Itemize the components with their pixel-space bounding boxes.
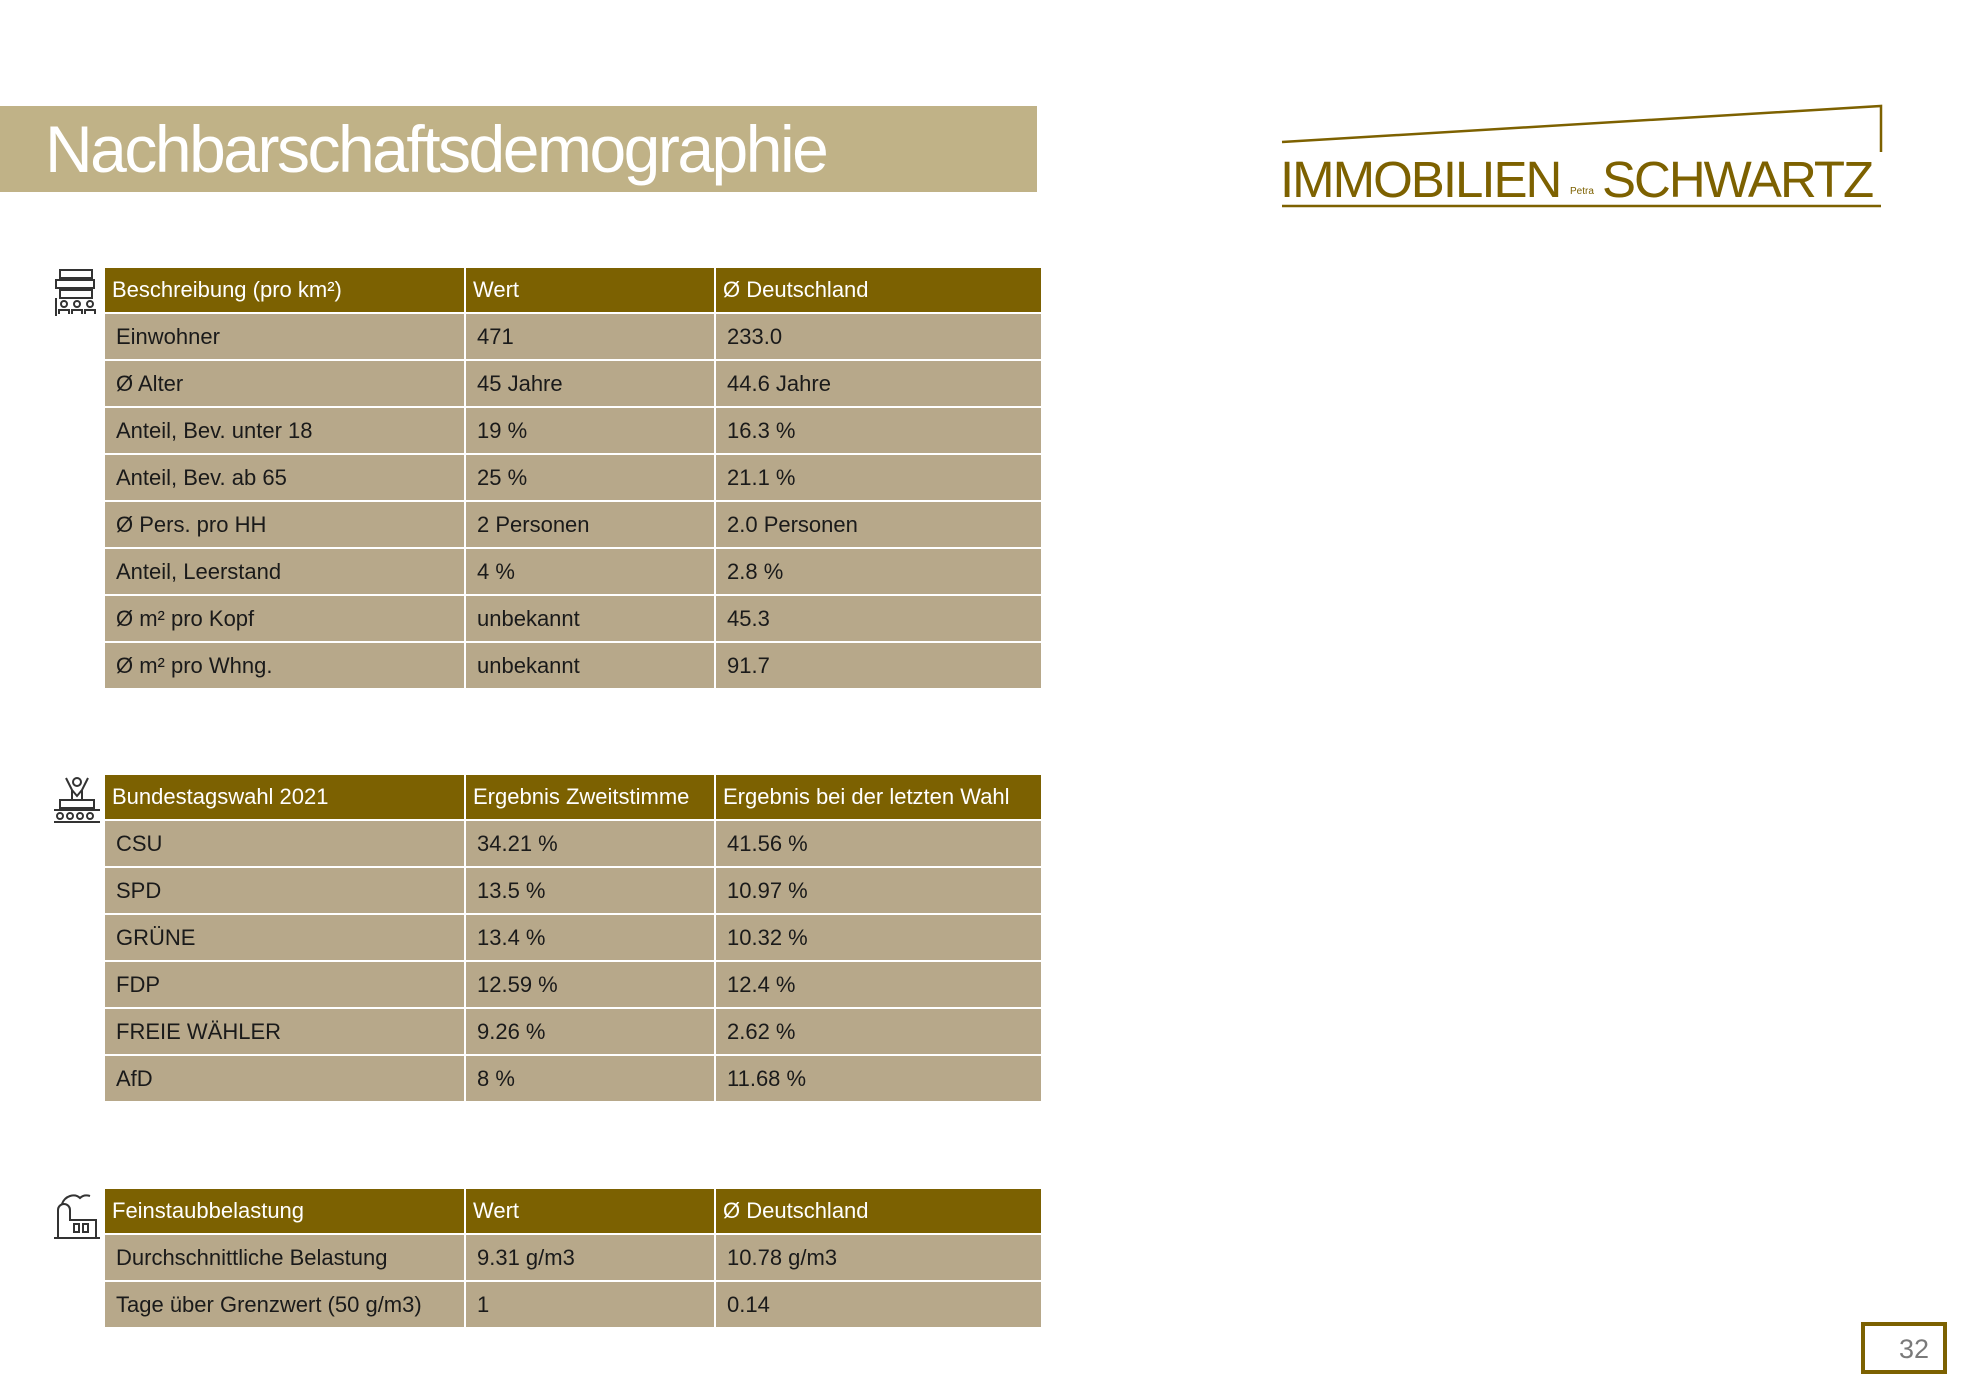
table-cell: Einwohner xyxy=(105,313,465,360)
table-header-row xyxy=(105,1189,1041,1234)
table-cell: unbekannt xyxy=(465,642,715,688)
table-row xyxy=(105,548,1041,595)
table-cell: Anteil, Bev. unter 18 xyxy=(105,407,465,454)
table-row xyxy=(105,1008,1041,1055)
table-cell: 1 xyxy=(465,1281,715,1327)
column-header: Ø Deutschland xyxy=(715,268,1041,313)
table-cell: 9.26 % xyxy=(465,1008,715,1055)
table-cell: GRÜNE xyxy=(105,914,465,961)
table-row xyxy=(105,1234,1041,1281)
table-cell: 16.3 % xyxy=(715,407,1041,454)
table-row xyxy=(105,1281,1041,1327)
table-cell: 233.0 xyxy=(715,313,1041,360)
fine-dust-table xyxy=(105,1189,1041,1327)
table-cell: 13.5 % xyxy=(465,867,715,914)
title-bar xyxy=(0,106,1037,192)
table-cell: 21.1 % xyxy=(715,454,1041,501)
table-row xyxy=(105,1055,1041,1101)
demographics-table xyxy=(105,268,1041,688)
logo-word-small: Petra xyxy=(1570,186,1594,197)
table-row xyxy=(105,313,1041,360)
table-row xyxy=(105,595,1041,642)
table-cell: 34.21 % xyxy=(465,820,715,867)
table-cell: Tage über Grenzwert (50 g/m3) xyxy=(105,1281,465,1327)
table-cell: 45.3 xyxy=(715,595,1041,642)
election-icon xyxy=(52,774,102,824)
table-cell: 2.8 % xyxy=(715,548,1041,595)
column-header: Ø Deutschland xyxy=(715,1189,1041,1234)
table-row xyxy=(105,914,1041,961)
table-header-row xyxy=(105,268,1041,313)
table-row xyxy=(105,820,1041,867)
table-cell: Ø Pers. pro HH xyxy=(105,501,465,548)
table-cell: 44.6 Jahre xyxy=(715,360,1041,407)
logo-word-second: SCHWARTZ xyxy=(1602,151,1873,208)
table-cell: 12.59 % xyxy=(465,961,715,1008)
table-cell: Durchschnittliche Belastung xyxy=(105,1234,465,1281)
table-cell: Ø m² pro Kopf xyxy=(105,595,465,642)
table-cell: unbekannt xyxy=(465,595,715,642)
column-header: Bundestagswahl 2021 xyxy=(105,775,465,820)
table-cell: CSU xyxy=(105,820,465,867)
table-cell: SPD xyxy=(105,867,465,914)
column-header: Wert xyxy=(465,268,715,313)
table-cell: AfD xyxy=(105,1055,465,1101)
column-header: Ergebnis Zweitstimme xyxy=(465,775,715,820)
table-cell: 45 Jahre xyxy=(465,360,715,407)
table-cell: 25 % xyxy=(465,454,715,501)
table-row xyxy=(105,454,1041,501)
table-row xyxy=(105,407,1041,454)
column-header: Feinstaubbelastung xyxy=(105,1189,465,1234)
table-cell: 10.78 g/m3 xyxy=(715,1234,1041,1281)
table-cell: 4 % xyxy=(465,548,715,595)
table-cell: 9.31 g/m3 xyxy=(465,1234,715,1281)
table-cell: 12.4 % xyxy=(715,961,1041,1008)
table-cell: Anteil, Bev. ab 65 xyxy=(105,454,465,501)
table-cell: 2.0 Personen xyxy=(715,501,1041,548)
column-header: Ergebnis bei der letzten Wahl xyxy=(715,775,1041,820)
page-title: Nachbarschaftsdemographie xyxy=(45,112,827,186)
company-logo xyxy=(1280,104,1885,212)
column-header: Wert xyxy=(465,1189,715,1234)
population-icon xyxy=(52,268,102,318)
table-cell: 10.32 % xyxy=(715,914,1041,961)
table-cell: Ø Alter xyxy=(105,360,465,407)
logo-word-main: IMMOBILIEN xyxy=(1280,151,1561,208)
table-cell: 8 % xyxy=(465,1055,715,1101)
table-row xyxy=(105,360,1041,407)
table-cell: 13.4 % xyxy=(465,914,715,961)
table-header-row xyxy=(105,775,1041,820)
page-number: 32 xyxy=(1861,1322,1947,1374)
table-row xyxy=(105,867,1041,914)
table-cell: 91.7 xyxy=(715,642,1041,688)
table-cell: Ø m² pro Whng. xyxy=(105,642,465,688)
table-row xyxy=(105,642,1041,688)
table-cell: 19 % xyxy=(465,407,715,454)
table-cell: 471 xyxy=(465,313,715,360)
factory-icon xyxy=(52,1190,102,1240)
election-table xyxy=(105,775,1041,1101)
table-row xyxy=(105,501,1041,548)
table-cell: 41.56 % xyxy=(715,820,1041,867)
table-cell: 0.14 xyxy=(715,1281,1041,1327)
column-header: Beschreibung (pro km²) xyxy=(105,268,465,313)
table-cell: 11.68 % xyxy=(715,1055,1041,1101)
table-cell: 2.62 % xyxy=(715,1008,1041,1055)
table-cell: 10.97 % xyxy=(715,867,1041,914)
table-row xyxy=(105,961,1041,1008)
table-cell: FDP xyxy=(105,961,465,1008)
table-cell: 2 Personen xyxy=(465,501,715,548)
table-cell: FREIE WÄHLER xyxy=(105,1008,465,1055)
table-cell: Anteil, Leerstand xyxy=(105,548,465,595)
